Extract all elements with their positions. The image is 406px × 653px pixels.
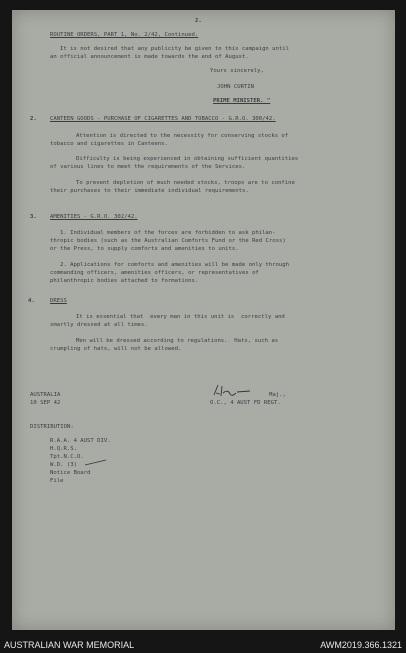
section4-p1-line-1: It is essential that every man in this unit is correctly and xyxy=(76,314,285,320)
distribution-item: R.A.A. 4 AUST DIV. xyxy=(50,438,111,444)
distribution-item: File xyxy=(50,478,64,484)
section2-p1-line-1: Attention is directed to the necessity for conserving stocks of xyxy=(76,133,289,139)
footer-institution: AUSTRALIAN WAR MEMORIAL xyxy=(4,640,135,650)
section1-heading: ROUTINE ORDERS, PART 1, No. 2/42, Continued. xyxy=(50,32,199,38)
footer-accession-number: AWM2019.366.1321 xyxy=(320,640,402,650)
section2-p2-line-2: of various lines to meet the requirements of the Services. xyxy=(50,164,246,170)
section4-p1-line-2: smartly dressed at all times. xyxy=(50,322,148,328)
section4-p2-line-2: crumpling of hats, will not be allowed. xyxy=(50,346,182,352)
section3-number: 3. xyxy=(30,214,37,220)
handwritten-tick-mark xyxy=(84,459,108,467)
section4-number: 4. xyxy=(28,298,35,304)
section4-heading: DRESS xyxy=(50,298,67,304)
signature-rank: Maj., xyxy=(269,392,286,398)
signer-name: JOHN CURTIN xyxy=(217,84,255,90)
distribution-item: Notice Board xyxy=(50,470,91,476)
section2-p3-line-2: their purchases to their immediate individual requirements. xyxy=(50,188,249,194)
section3-p2-line-1: 2. Applications for comforts and amenities will be made only through xyxy=(60,262,290,268)
section3-p1-line-1: 1. Individual members of the forces are forbidden to ask philan- xyxy=(60,230,276,236)
distribution-item: W.D. (3) xyxy=(50,462,77,468)
section1-line-1: It is not desired that any publicity be given to this campaign until xyxy=(60,46,290,52)
distribution-label: DISTRIBUTION: xyxy=(30,424,74,430)
place: AUSTRALIA xyxy=(30,392,61,398)
date: 10 SEP 42 xyxy=(30,400,61,406)
archive-footer xyxy=(0,636,406,653)
section3-p2-line-3: philanthropic bodies attached to formations. xyxy=(50,278,199,284)
distribution-item: H.Q.R.S. xyxy=(50,446,77,452)
section2-p1-line-2: tobacco and cigarettes in Canteens. xyxy=(50,141,168,147)
section3-heading: AMENITIES - G.R.O. 302/42. xyxy=(50,214,138,220)
section2-heading: CANTEEN GOODS - PURCHASE OF CIGARETTES AND TOBACCO - G.R.O. 300/42. xyxy=(50,116,276,122)
section2-p3-line-1: To prevent depletion of much needed stocks, troops are to confine xyxy=(76,180,295,186)
signer-title: PRIME MINISTER. " xyxy=(213,98,271,104)
document-page xyxy=(12,10,395,630)
signature-unit: O.C., 4 AUST FD REGT. xyxy=(210,400,281,406)
section1-line-2: an official announcement is made towards the end of August. xyxy=(50,54,249,60)
distribution-item: Tpt.N.C.O. xyxy=(50,454,84,460)
section3-p1-line-3: or the Press, to supply comforts and amenities to units. xyxy=(50,246,239,252)
section2-number: 2. xyxy=(30,116,37,122)
section3-p1-line-2: thropic bodies (such as the Australian Comforts Fund or the Red Cross) xyxy=(50,238,286,244)
closing: Yours sincerely, xyxy=(210,68,264,74)
page-number: 2. xyxy=(195,18,202,24)
section2-p2-line-1: Difficulty is being experienced in obtaining sufficient quantities xyxy=(76,156,299,162)
section3-p2-line-2: commanding officers, amenities officers, or representatives of xyxy=(50,270,259,276)
section4-p2-line-1: Men will be dressed according to regulations. Hats, such as xyxy=(76,338,279,344)
